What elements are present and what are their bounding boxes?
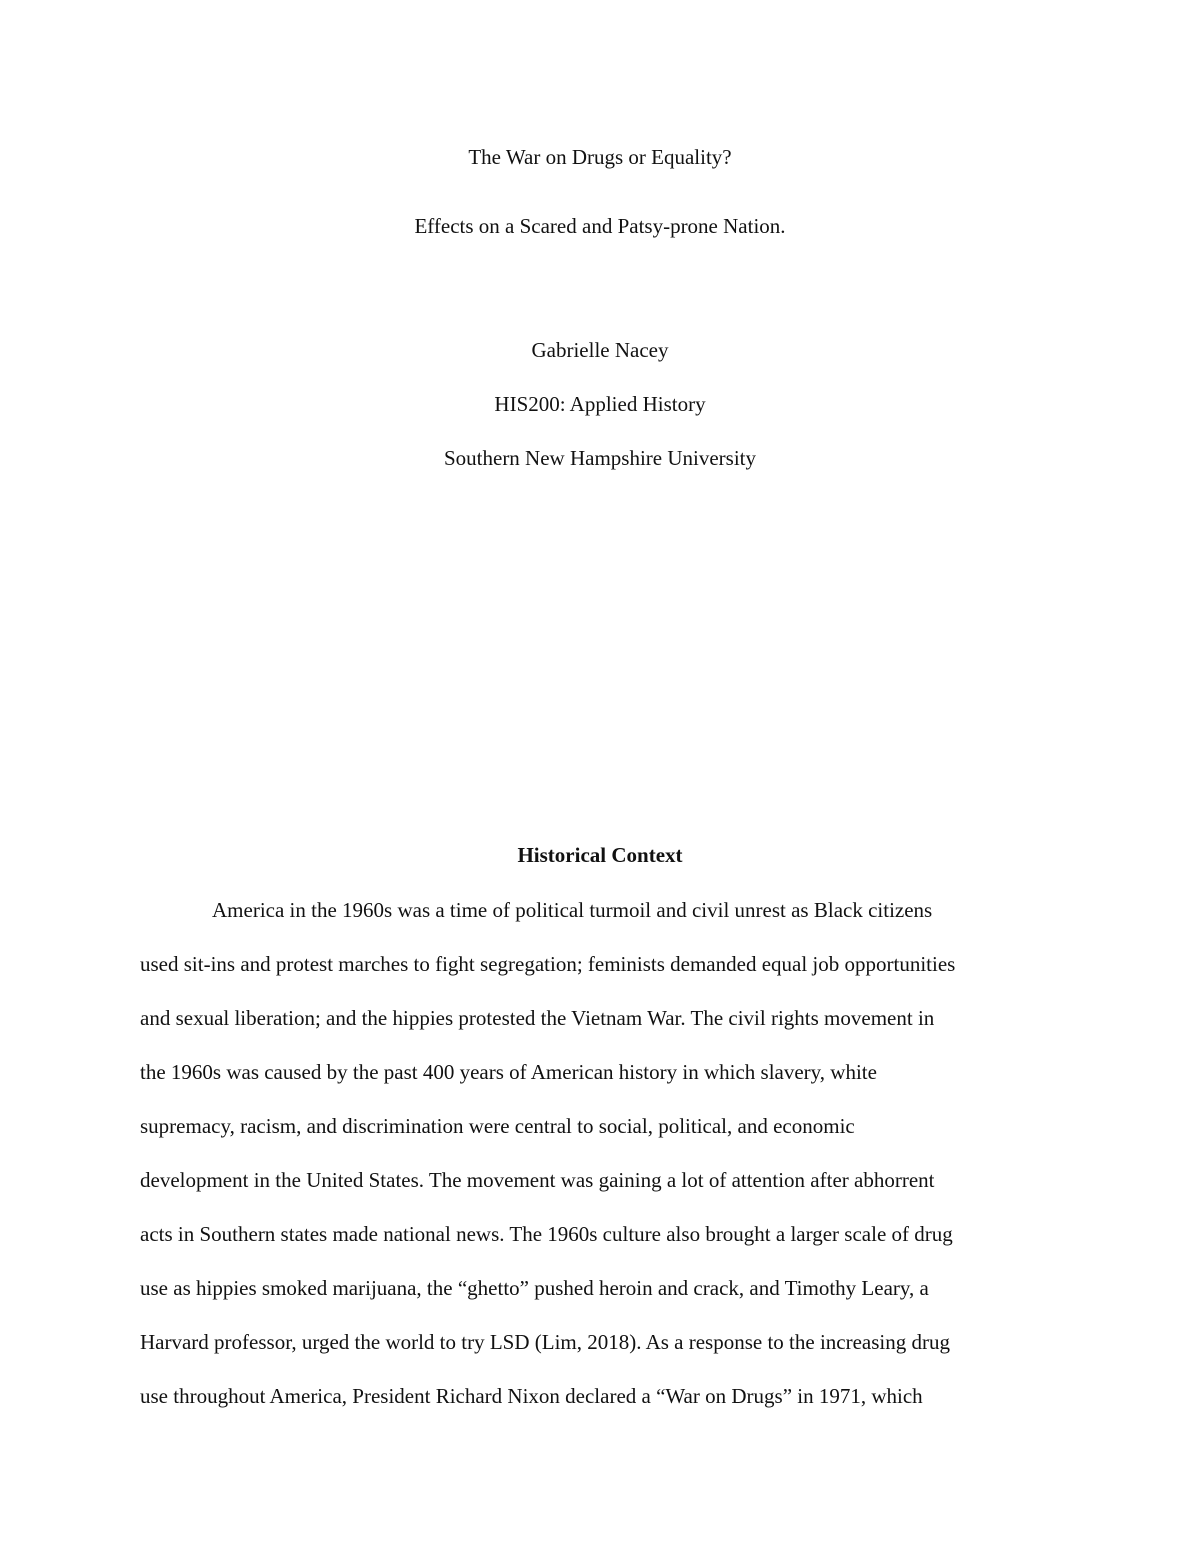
section-heading: Historical Context bbox=[517, 843, 683, 867]
paper-title: The War on Drugs or Equality? bbox=[468, 145, 732, 169]
paragraph-line: supremacy, racism, and discrimination were central to social, political, and economic bbox=[140, 1114, 855, 1138]
author-name: Gabrielle Nacey bbox=[531, 338, 669, 362]
paragraph-line: used sit-ins and protest marches to fight segregation; feminists demanded equal job opportunities bbox=[140, 952, 956, 976]
paragraph-line: acts in Southern states made national news. The 1960s culture also brought a larger scale of drug bbox=[140, 1222, 953, 1246]
institution-name: Southern New Hampshire University bbox=[443, 446, 757, 470]
paragraph-line: America in the 1960s was a time of political turmoil and civil unrest as Black citizens bbox=[212, 898, 933, 922]
paragraph-line: use as hippies smoked marijuana, the “ghetto” pushed heroin and crack, and Timothy Leary, a bbox=[140, 1276, 929, 1300]
paragraph-line: and sexual liberation; and the hippies protested the Vietnam War. The civil rights movement in bbox=[140, 1006, 935, 1030]
paragraph-line: Harvard professor, urged the world to try LSD (Lim, 2018). As a response to the increasing drug bbox=[140, 1330, 951, 1354]
course-name: HIS200: Applied History bbox=[494, 392, 706, 416]
paragraph-line: the 1960s was caused by the past 400 years of American history in which slavery, white bbox=[140, 1060, 877, 1084]
paragraph-line: development in the United States. The movement was gaining a lot of attention after abhorrent bbox=[140, 1168, 935, 1192]
paper-subtitle: Effects on a Scared and Patsy-prone Nation. bbox=[414, 214, 786, 238]
paragraph-line: use throughout America, President Richard Nixon declared a “War on Drugs” in 1971, which bbox=[140, 1384, 923, 1408]
